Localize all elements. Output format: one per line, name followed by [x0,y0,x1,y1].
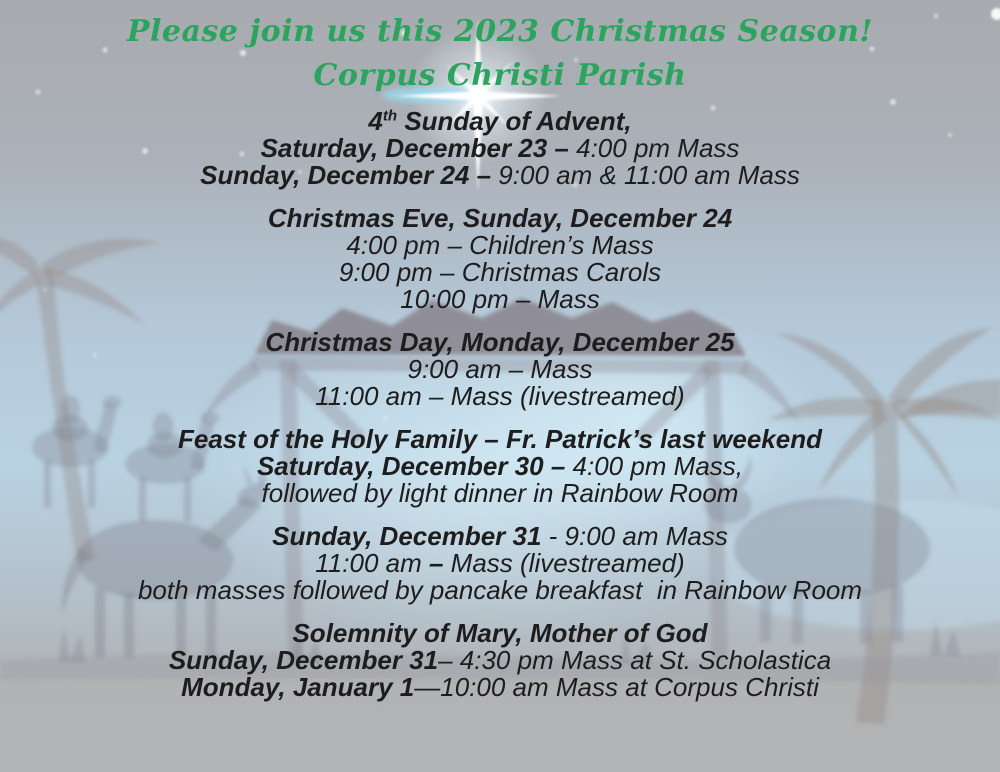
schedule-text-run: 9:00 pm – Christmas Carols [338,257,662,287]
schedule-text-run: 10:00 pm – Mass [400,284,600,314]
mass-schedule [0,108,1000,701]
schedule-text-run: —10:00 am Mass at Corpus Christi [414,672,819,702]
schedule-text-run: Saturday, December 23 – [260,133,569,163]
schedule-line [0,135,1000,162]
schedule-text-run: Solemnity of Mary, Mother of God [292,618,708,648]
schedule-text-run: 11:00 am [315,548,429,578]
schedule-text-run: Sunday of Advent, [397,106,632,136]
schedule-text-run: th [382,107,398,125]
schedule-text-run: Christmas Eve, Sunday, December 24 [267,203,733,233]
schedule-line [0,259,1000,286]
schedule-section-christmas-day [0,329,1000,410]
schedule-line [0,426,1000,453]
schedule-text-run: 9:00 am – Mass [407,354,593,384]
schedule-line [0,523,1000,550]
schedule-section-solemnity-of-mary [0,620,1000,701]
schedule-text-run: Christmas Day, Monday, December 25 [265,327,735,357]
schedule-text-run: Monday, January 1 [181,672,415,702]
schedule-text-run: – [428,548,444,578]
schedule-section-sunday-december-31 [0,523,1000,604]
schedule-line [0,647,1000,674]
schedule-line [0,383,1000,410]
schedule-section-4th-sunday-of-advent [0,108,1000,189]
schedule-line [0,453,1000,480]
schedule-text-run: Sunday, December 31 [168,645,439,675]
schedule-line [0,356,1000,383]
schedule-line [0,480,1000,507]
flyer-title: Please join us this 2023 Christmas Season! [126,14,874,49]
schedule-text-run: Feast of the Holy Family – Fr. Patrick’s last weekend [178,424,822,454]
schedule-text-run: 11:00 am – Mass (livestreamed) [315,381,685,411]
schedule-text-run: 4 [368,106,383,136]
schedule-text-run: 4:00 pm – Children’s Mass [346,230,654,260]
schedule-line [0,162,1000,189]
schedule-text-run: - 9:00 am Mass [541,521,728,551]
schedule-text-run: Sunday, December 31 [272,521,542,551]
schedule-text-run: both masses followed by pancake breakfast in Rainbow Room [137,575,863,605]
schedule-line [0,108,1000,135]
schedule-line [0,329,1000,356]
schedule-text-run: 4:00 pm Mass [568,133,740,163]
schedule-text-run: 9:00 am & 11:00 am Mass [491,160,800,190]
schedule-section-feast-of-the-holy-family [0,426,1000,507]
schedule-text-run: Sunday, December 24 – [200,160,492,190]
schedule-section-christmas-eve [0,205,1000,313]
schedule-line [0,620,1000,647]
schedule-text-run: 4:00 pm Mass, [565,451,744,481]
schedule-line [0,286,1000,313]
schedule-text-run: Mass (livestreamed) [443,548,685,578]
schedule-line [0,205,1000,232]
schedule-line [0,232,1000,259]
schedule-text-run: followed by light dinner in Rainbow Room [261,478,739,508]
schedule-text-run: Saturday, December 30 – [256,451,566,481]
flyer-subtitle: Corpus Christi Parish [313,58,687,93]
schedule-line [0,577,1000,604]
schedule-line [0,550,1000,577]
schedule-text-run: – 4:30 pm Mass at St. Scholastica [438,645,832,675]
schedule-line [0,674,1000,701]
